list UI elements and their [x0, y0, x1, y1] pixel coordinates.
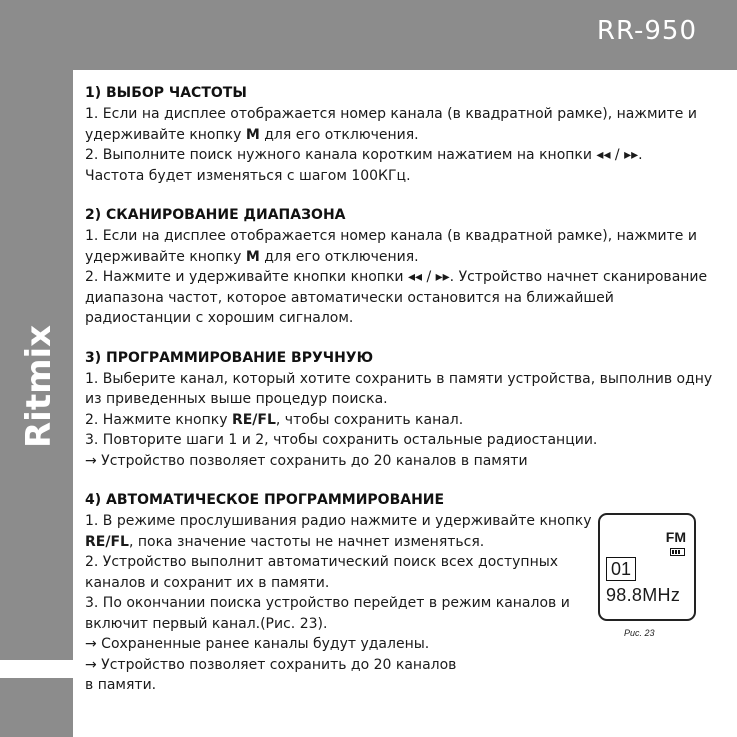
frequency-readout: 98.8MHz: [606, 585, 681, 605]
paragraph-line: 2. Выполните поиск нужного канала коротким нажатием на кнопки ◂◂ / ▸▸.: [85, 147, 643, 163]
battery-icon: [670, 548, 685, 556]
button-name: M: [245, 248, 260, 265]
paragraph-line: каналов и сохранит их в памяти.: [85, 574, 330, 591]
paragraph-line: удерживайте кнопку M для его отключения.: [85, 126, 419, 143]
paragraph-line: удерживайте кнопку M для его отключения.: [85, 248, 419, 265]
paragraph-line: → Устройство позволяет сохранить до 20 каналов: [85, 656, 457, 673]
paragraph-line: 1. Если на дисплее отображается номер канала (в квадратной рамке), нажмите и: [85, 106, 697, 122]
paragraph-line: 1. Выберите канал, который хотите сохранить в памяти устройства, выполнив одну: [85, 370, 713, 387]
paragraph-line: 2. Нажмите и удерживайте кнопки кнопки ◂◂ / ▸▸. Устройство начнет сканирование: [85, 269, 708, 285]
model-label: RR-950: [596, 16, 697, 46]
paragraph-line: 1. В режиме прослушивания радио нажмите и удерживайте кнопку: [85, 513, 592, 529]
paragraph-line: 3. Повторите шаги 1 и 2, чтобы сохранить остальные радиостанции.: [85, 432, 598, 448]
paragraph-line: 2. Устройство выполнит автоматический поиск всех доступных: [85, 554, 559, 570]
button-name: RE/FL: [231, 411, 276, 428]
section-title: 1) ВЫБОР ЧАСТОТЫ: [85, 85, 247, 101]
section-2: [85, 205, 708, 329]
display-figure: [598, 513, 696, 621]
ritmix-logo: [6, 300, 66, 450]
paragraph-line: в памяти.: [85, 677, 157, 693]
paragraph-line: диапазона частот, которое автоматически остановится на ближайшей: [85, 289, 614, 306]
paragraph-line: 3. По окончании поиска устройство перейдет в режим каналов и: [85, 595, 570, 611]
button-name: M: [245, 126, 260, 143]
fm-indicator: FM: [665, 529, 686, 545]
paragraph-line: RE/FL, пока значение частоты не начнет изменяться.: [85, 533, 485, 550]
section-3: [85, 348, 713, 472]
logo-text: Ritmix: [19, 324, 59, 448]
paragraph-line: включит первый канал.(Рис. 23).: [85, 615, 328, 632]
section-title: 4) АВТОМАТИЧЕСКОЕ ПРОГРАММИРОВАНИЕ: [85, 492, 445, 508]
figure-caption: Рис. 23: [624, 628, 655, 638]
channel-number: 01: [606, 557, 636, 581]
section-title: 3) ПРОГРАММИРОВАНИЕ ВРУЧНУЮ: [85, 349, 374, 366]
paragraph-line: 1. Если на дисплее отображается номер канала (в квадратной рамке), нажмите и: [85, 228, 697, 244]
paragraph-line: → Устройство позволяет сохранить до 20 каналов в памяти: [85, 452, 528, 469]
paragraph-line: 2. Нажмите кнопку RE/FL, чтобы сохранить канал.: [85, 411, 464, 428]
paragraph-line: из приведенных выше процедур поиска.: [85, 391, 388, 407]
paragraph-line: радиостанции с хорошим сигналом.: [85, 310, 354, 326]
paragraph-line: Частота будет изменяться с шагом 100КГц.: [85, 167, 411, 184]
button-name: RE/FL: [85, 533, 129, 550]
paragraph-line: → Сохраненные ранее каналы будут удалены.: [85, 636, 430, 652]
header-bar: [0, 0, 737, 70]
section-title: 2) СКАНИРОВАНИЕ ДИАПАЗОНА: [85, 207, 346, 223]
section-1: [85, 83, 705, 186]
